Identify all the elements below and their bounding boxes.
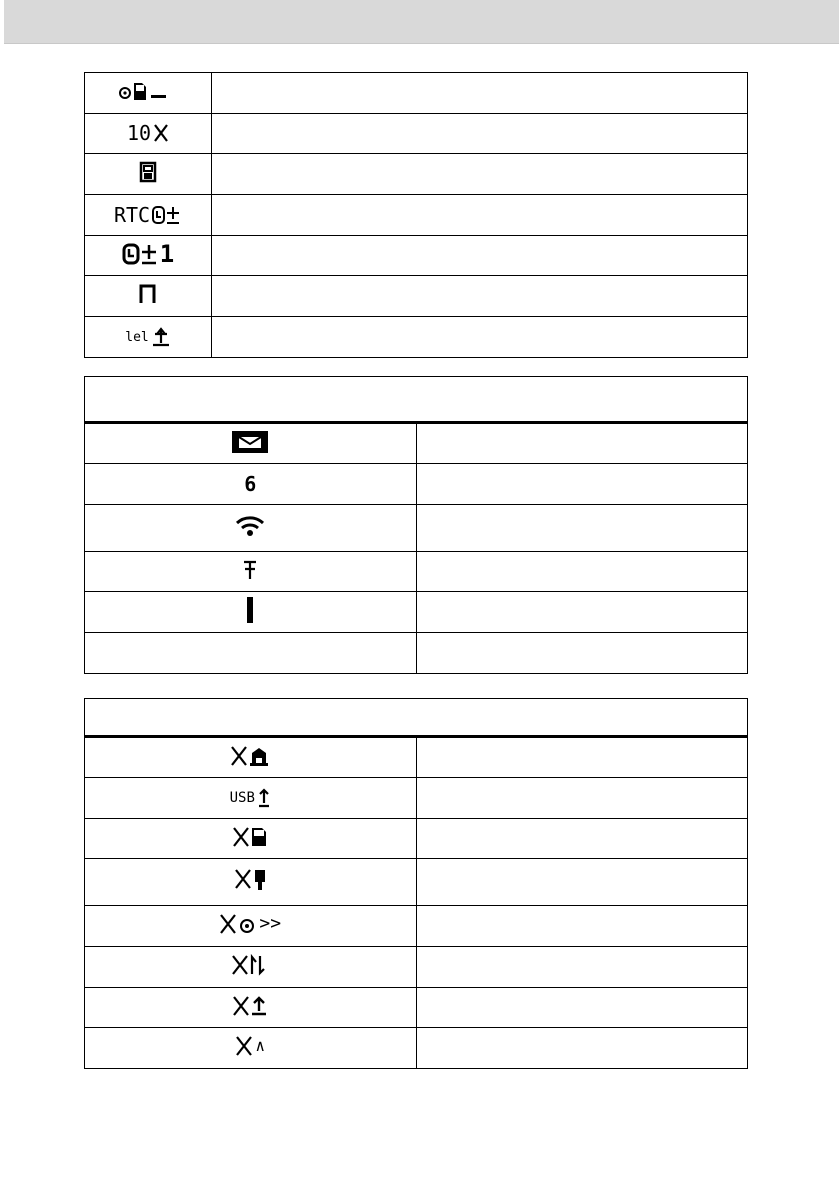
six-label: 6 <box>244 471 257 496</box>
count-label: 10 <box>126 121 152 145</box>
envelope-icon <box>232 431 268 453</box>
description-cell <box>416 1028 748 1069</box>
description-cell <box>416 859 748 906</box>
description-cell <box>212 114 748 154</box>
description-cell <box>416 552 748 592</box>
icon-cell <box>85 1028 417 1069</box>
table-row <box>85 505 748 552</box>
description-cell <box>212 276 748 317</box>
table-row <box>85 73 748 114</box>
caret-label: ∧ <box>255 1036 266 1055</box>
description-cell <box>416 906 748 947</box>
icon-cell <box>85 236 212 276</box>
icon-cell <box>85 633 417 674</box>
rtc-label: RTC <box>113 203 151 227</box>
icon-cell <box>85 778 417 819</box>
description-cell <box>212 195 748 236</box>
icon-cell <box>85 114 212 154</box>
description-cell <box>212 236 748 276</box>
description-cell <box>416 819 748 859</box>
description-cell <box>212 73 748 114</box>
table-header-row <box>85 699 748 737</box>
icon-cell <box>85 947 417 988</box>
table-row <box>85 778 748 819</box>
icon-cell <box>85 423 417 464</box>
table-header <box>85 377 748 423</box>
icon-cell <box>85 154 212 195</box>
icon-cell <box>85 819 417 859</box>
description-cell <box>416 737 748 778</box>
x-upload-icon <box>232 995 268 1017</box>
digit-six-icon <box>244 471 257 496</box>
table-row <box>85 154 748 195</box>
level-label: lel <box>125 329 149 345</box>
table-row <box>85 859 748 906</box>
x-card-icon <box>232 826 268 848</box>
sd-card-icon <box>139 161 157 183</box>
table-header-row <box>85 377 748 423</box>
table-row <box>85 464 748 505</box>
description-cell <box>416 633 748 674</box>
forward-label: >> <box>259 913 282 934</box>
icon-cell <box>85 859 417 906</box>
top-bar <box>4 0 839 44</box>
x-up-down-icon <box>231 954 269 976</box>
icon-cell <box>85 464 417 505</box>
wifi-signal-icon <box>235 515 265 537</box>
table-row <box>85 423 748 464</box>
icon-table-2 <box>84 376 748 674</box>
icon-cell <box>85 906 417 947</box>
description-cell <box>416 778 748 819</box>
usb-upload-icon <box>230 787 271 809</box>
table-row <box>85 1028 748 1069</box>
description-cell <box>416 505 748 552</box>
icon-table-1 <box>84 72 748 358</box>
antenna-t-icon <box>242 559 258 581</box>
rtc-clock-plusminus-icon <box>114 204 182 226</box>
x-house-icon <box>230 745 270 767</box>
table-row <box>85 988 748 1028</box>
table-row <box>85 633 748 674</box>
clock-plusminus-one-icon <box>122 239 175 268</box>
icon-cell <box>85 195 212 236</box>
x-record-forward-icon <box>219 913 281 935</box>
icon-cell <box>85 592 417 633</box>
icon-cell <box>85 276 212 317</box>
icon-cell <box>85 505 417 552</box>
table-row <box>85 236 748 276</box>
table-row <box>85 552 748 592</box>
count-ten-x-icon <box>127 123 169 143</box>
table-header <box>85 699 748 737</box>
x-plug-icon <box>234 868 266 892</box>
table-row <box>85 317 748 358</box>
table-row <box>85 195 748 236</box>
usb-label: USB <box>229 790 255 806</box>
description-cell <box>212 317 748 358</box>
icon-cell <box>85 317 212 358</box>
description-cell <box>416 947 748 988</box>
one-label: 1 <box>159 239 175 268</box>
description-cell <box>416 988 748 1028</box>
table-row <box>85 592 748 633</box>
table-row <box>85 947 748 988</box>
icon-cell <box>85 737 417 778</box>
table-row <box>85 819 748 859</box>
description-cell <box>416 592 748 633</box>
icon-cell <box>85 73 212 114</box>
icon-table-3 <box>84 698 748 1069</box>
table-row <box>85 737 748 778</box>
table-row <box>85 276 748 317</box>
vertical-bar-icon <box>245 596 255 624</box>
description-cell <box>416 464 748 505</box>
icon-cell <box>85 552 417 592</box>
level-antenna-icon <box>125 326 170 348</box>
icon-cell <box>85 988 417 1028</box>
x-caret-up-icon <box>235 1035 265 1057</box>
table-row <box>85 906 748 947</box>
description-cell <box>212 154 748 195</box>
record-card-minus-icon <box>118 80 178 102</box>
description-cell <box>416 423 748 464</box>
pulse-icon <box>138 283 158 305</box>
table-row <box>85 114 748 154</box>
